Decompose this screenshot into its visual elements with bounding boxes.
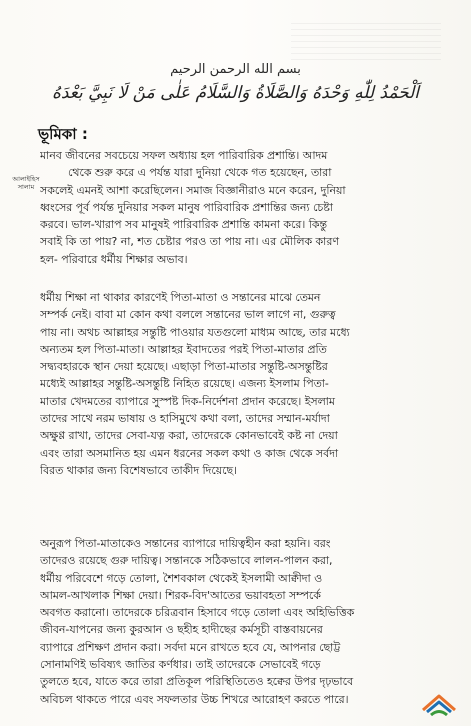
paragraph-3 (40, 535, 438, 708)
text-line: মানব জীবনের সবচেয়ে সফল অধ্যায় হল পারিবারিক প্রশান্তি। আদম (40, 149, 328, 162)
publisher-logo-icon (419, 690, 459, 718)
text-line: ব্যাপারে প্রশিক্ষণ প্রদান করা। সর্বদা মনে রাখতে হবে যে, আপনার ছোট্ট (40, 640, 341, 654)
text-line: থেকে শুরু করে এ পর্যন্ত যারা দুনিয়া থেকে গত হয়েছেন, তারা (68, 166, 332, 180)
text-line: এবং তারা অসমানিত হয় এমন ধরনের সকল কথা ও কাজ থেকে সর্বদা (40, 446, 339, 460)
text-line: সম্পর্ক নেই। বাবা মা কোন কথা বললে সন্তানের ভাল লাগে না, গুরুত্ব (40, 308, 336, 322)
bleed-through-texture (291, 20, 441, 60)
text-line: সোনামণিই ভবিষ্যৎ জাতির কর্ণধার। তাই তাদেরকে সেভাবেই গড়ে (40, 658, 321, 672)
text-line: আমল-আখলাক শিক্ষা দেয়া। শিরক-বিদ'আতের ভয়াবহতা সম্পর্কে (40, 588, 321, 602)
text-line: জীবন-যাপনের জন্য কুরআন ও ছহীহ হাদীছের কর্মসূচী বাস্তবায়নের (40, 623, 323, 637)
hamd-line: اَلْحَمْدُ لِلّٰهِ وَحْدَهُ وَالصَّلَاةُ وَالسَّلَامُ عَلٰى مَنْ لَا نَبِيَّ بَعْدَهُ (51, 83, 420, 103)
text-line: অন্যতম হল পিতা-মাতা। আল্লাহর ইবাদতের পরই পিতা-মাতার প্রতি (40, 342, 327, 356)
text-line: মাতার খেদমতের ব্যাপারে সুস্পষ্ট দিক-নির্দেশনা প্রদান করেছে। ইসলাম (40, 394, 335, 408)
text-line: তাদের সাথে নরম ভাষায় ও হাসিমুখে কথা বলা, তাদের সম্মান-মর্যাদা (40, 412, 330, 426)
text-line: সবাই কি তা পায়? না, শত চেষ্টার পরও তা পায় না। এর মৌলিক কারণ (40, 235, 339, 249)
text-line: সদ্ব্যবহারকে স্থান দেয়া হয়েছে। এছাড়া পিতা-মাতার সন্তুষ্টি-অসন্তুষ্টির (40, 360, 328, 374)
text-line: অবগত করানো। তাদেরকে চরিত্রবান হিসাবে গড়ে তোলা এবং অহিভিত্তিক (40, 606, 355, 620)
paragraph-2 (40, 289, 438, 479)
text-line: মধ্যেই আল্লাহর সন্তুষ্টি-অসন্তুষ্টি নিহিত রয়েছে। এজন্য ইসলাম পিতা- (40, 377, 329, 391)
text-line: বিরত থাকার জন্য বিশেষভাবে তাকীদ দিয়েছে। (40, 463, 238, 477)
text-line: হল- পরিবারে ধর্মীয় শিক্ষার অভাব। (40, 252, 188, 266)
basmala: بسم الله الرحمن الرحيم (170, 62, 301, 77)
text-line: ধর্মীয় শিক্ষা না থাকার কারণেই পিতা-মাতা ও সন্তানের মাঝে তেমন (40, 291, 321, 304)
margin-note: আলাইহিস সালাম (12, 175, 40, 191)
text-line: ধ্বংসের পূর্ব পর্যন্ত দুনিয়ার সকল মানুষ পারিবারিক প্রশান্তির জন্য চেষ্টা (40, 200, 333, 214)
page-header (0, 62, 471, 103)
text-line: অবিচল থাকতে পারে এবং সফলতার উচ্চ শিখরে আরোহণ করতে পারে। (40, 692, 349, 706)
text-line: করবে। ভাল-খারাপ সব মানুষই পারিবারিক প্রশান্তি কামনা করে। কিন্তু (40, 218, 327, 232)
section-title: ভূমিকা : (38, 125, 88, 143)
paragraph-1 (40, 147, 438, 268)
text-line: তুলতে হবে, যাতে করে তারা প্রতিকূল পরিস্থিতিতেও হক্বের উপর দৃঢ়ভাবে (40, 675, 354, 689)
text-line: তাদেরও রয়েছে গুরু দায়িত্ব। সন্তানকে সঠিকভাবে লালন-পালন করা, (40, 554, 333, 568)
text-line: অনুরূপ পিতা-মাতাকেও সন্তানের ব্যাপারে দায়িত্বহীন করা হয়নি। বরং (40, 537, 331, 550)
text-line: অক্ষুণ্ণ রাখা, তাদের সেবা-যত্ন করা, তাদেরকে কোনভাবেই কষ্ট না দেয়া (40, 429, 338, 443)
text-line: ধর্মীয় পরিবেশে গড়ে তোলা, শৈশবকাল থেকেই ইসলামী আক্বীদা ও (40, 571, 323, 585)
text-line: সকলেই এমনই আশা করেছিলেন। সমাজ বিজ্ঞানীরাও মনে করেন, দুনিয়া (40, 183, 346, 197)
text-line: পায় না। অথচ আল্লাহর সন্তুষ্টি পাওয়ার যতগুলো মাধ্যম আছে, তার মধ্যে (40, 325, 350, 339)
